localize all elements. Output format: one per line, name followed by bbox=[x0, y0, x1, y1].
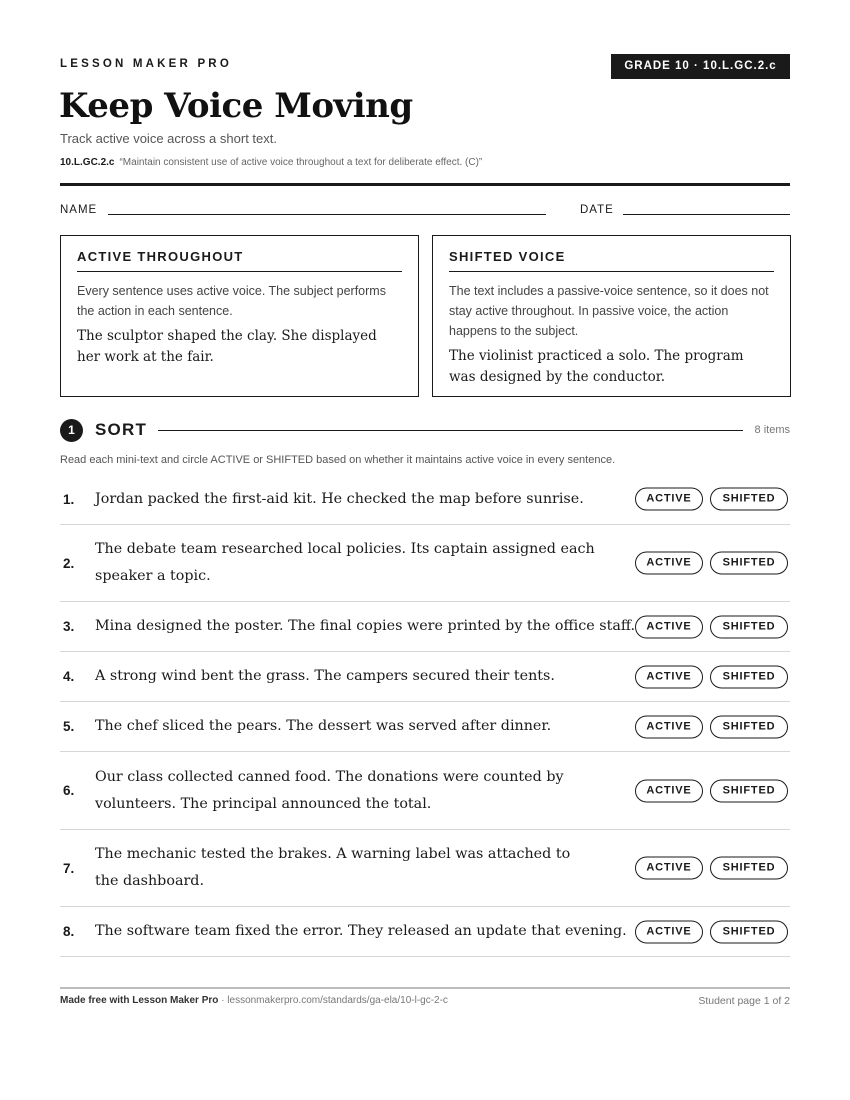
item-text: The chef sliced the pears. The dessert was served after dinner. bbox=[95, 718, 552, 734]
sort-item bbox=[60, 752, 790, 830]
sort-item bbox=[60, 830, 790, 907]
active-choice-button[interactable]: ACTIVE bbox=[635, 665, 703, 688]
card-example: The violinist practiced a solo. The program was designed by the conductor. bbox=[449, 348, 744, 385]
item-number: 3. bbox=[63, 619, 75, 634]
shifted-choice-button[interactable]: SHIFTED bbox=[710, 715, 788, 738]
sort-list bbox=[60, 474, 790, 957]
page-subtitle: Track active voice across a short text. bbox=[60, 131, 277, 146]
standard-line bbox=[60, 157, 482, 168]
footer-made-with: Made free with Lesson Maker Pro bbox=[60, 995, 219, 1006]
sort-item bbox=[60, 602, 790, 652]
shifted-choice-button[interactable]: SHIFTED bbox=[710, 779, 788, 802]
grade-badge: GRADE 10 · 10.L.GC.2.c bbox=[611, 54, 790, 79]
item-number: 4. bbox=[63, 669, 75, 684]
section-number: 1 bbox=[60, 419, 83, 442]
item-text: The software team fixed the error. They released an update that evening. bbox=[95, 923, 627, 939]
definition-card-shifted bbox=[432, 235, 791, 397]
name-label: NAME bbox=[60, 204, 98, 216]
sort-item bbox=[60, 474, 790, 525]
standard-text: “Maintain consistent use of active voice throughout a text for deliberate effect. (C)” bbox=[119, 157, 483, 168]
card-title: ACTIVE THROUGHOUT bbox=[77, 249, 402, 272]
item-count: 8 items bbox=[754, 424, 790, 436]
sort-item bbox=[60, 652, 790, 702]
header-divider bbox=[60, 183, 790, 186]
active-choice-button[interactable]: ACTIVE bbox=[635, 857, 703, 880]
definition-card-active bbox=[60, 235, 419, 397]
item-text: Mina designed the poster. The final copies were printed by the office staff. bbox=[95, 618, 636, 634]
sort-item bbox=[60, 702, 790, 752]
item-number: 6. bbox=[63, 783, 75, 798]
card-example: The sculptor shaped the clay. She displayed her work at the fair. bbox=[77, 328, 377, 365]
item-text: A strong wind bent the grass. The campers secured their tents. bbox=[95, 668, 555, 684]
active-choice-button[interactable]: ACTIVE bbox=[635, 715, 703, 738]
item-text: The mechanic tested the brakes. A warning label was attached to the dashboard. bbox=[95, 846, 571, 889]
card-title: SHIFTED VOICE bbox=[449, 249, 774, 272]
shifted-choice-button[interactable]: SHIFTED bbox=[710, 920, 788, 943]
date-field[interactable] bbox=[623, 214, 790, 215]
instructions: Read each mini-text and circle ACTIVE or SHIFTED based on whether it maintains active voice in every sentence. bbox=[60, 454, 616, 466]
shifted-choice-button[interactable]: SHIFTED bbox=[710, 488, 788, 511]
active-choice-button[interactable]: ACTIVE bbox=[635, 552, 703, 575]
date-label: DATE bbox=[580, 204, 614, 216]
active-choice-button[interactable]: ACTIVE bbox=[635, 615, 703, 638]
item-text: Jordan packed the first-aid kit. He checked the map before sunrise. bbox=[95, 490, 584, 507]
item-number: 7. bbox=[63, 860, 75, 876]
active-choice-button[interactable]: ACTIVE bbox=[635, 779, 703, 802]
footer-url[interactable]: · lessonmakerpro.com/standards/ga-ela/10-l-gc-2-c bbox=[221, 995, 448, 1006]
shifted-choice-button[interactable]: SHIFTED bbox=[710, 857, 788, 880]
item-text: The debate team researched local policies. Its captain assigned each speaker a topic. bbox=[95, 541, 595, 584]
name-field[interactable] bbox=[108, 214, 546, 215]
footer-credit bbox=[60, 995, 448, 1006]
section-divider bbox=[158, 430, 743, 431]
shifted-choice-button[interactable]: SHIFTED bbox=[710, 615, 788, 638]
card-description: Every sentence uses active voice. The subject performs the action in each sentence. bbox=[77, 284, 386, 318]
item-number: 5. bbox=[63, 719, 75, 734]
sort-item bbox=[60, 907, 790, 957]
page-title: Keep Voice Moving bbox=[59, 86, 413, 126]
item-number: 2. bbox=[63, 555, 75, 571]
active-choice-button[interactable]: ACTIVE bbox=[635, 920, 703, 943]
standard-code: 10.L.GC.2.c bbox=[60, 157, 115, 168]
footer-divider bbox=[60, 987, 790, 989]
shifted-choice-button[interactable]: SHIFTED bbox=[710, 665, 788, 688]
active-choice-button[interactable]: ACTIVE bbox=[635, 488, 703, 511]
sort-item bbox=[60, 525, 790, 602]
card-description: The text includes a passive-voice sentence, so it does not stay active throughout. In passive voice, the action happens to the subject. bbox=[449, 284, 769, 338]
item-number: 8. bbox=[63, 924, 75, 939]
brand-name: LESSON MAKER PRO bbox=[60, 58, 232, 70]
item-number: 1. bbox=[63, 491, 75, 507]
item-text: Our class collected canned food. The donations were counted by volunteers. The principal announced the total. bbox=[95, 768, 564, 812]
section-title: SORT bbox=[95, 420, 148, 439]
page-indicator: Student page 1 of 2 bbox=[698, 995, 790, 1007]
shifted-choice-button[interactable]: SHIFTED bbox=[710, 552, 788, 575]
